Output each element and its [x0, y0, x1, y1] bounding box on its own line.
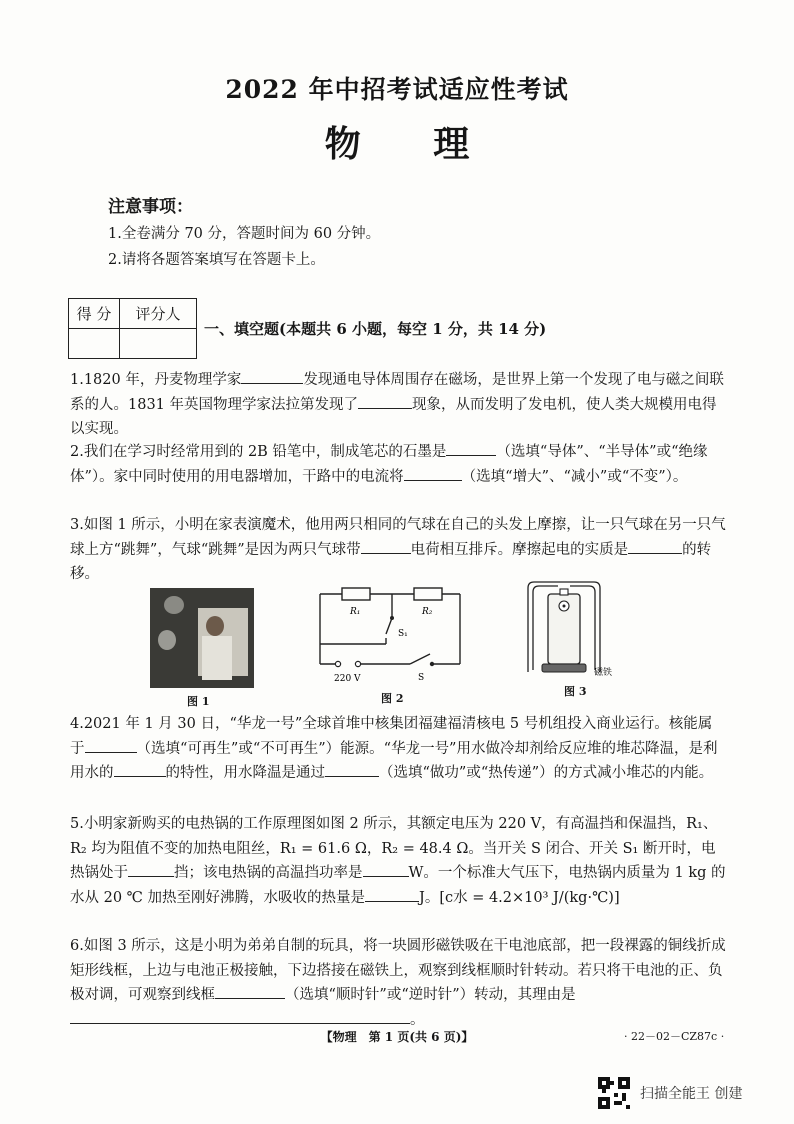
exam-title: 2022 年中招考试适应性考试 — [225, 75, 569, 104]
answer-blank — [128, 862, 174, 877]
score-header: 得 分 — [69, 299, 120, 329]
answer-blank — [365, 887, 419, 902]
resistor-r1-icon — [342, 588, 370, 600]
qr-code-icon — [598, 1077, 630, 1109]
answer-blank — [628, 539, 682, 554]
grader-cell — [120, 329, 197, 359]
magnet-icon — [542, 664, 586, 672]
person-head — [206, 616, 224, 636]
score-table — [68, 298, 197, 359]
answer-blank — [85, 738, 137, 753]
label-s: S — [418, 673, 425, 683]
figure-3-caption: 图 3 — [564, 685, 587, 698]
question-2: 2.我们在学习时经常用到的 2B 铅笔中，制成笔芯的石墨是 （选填“导体”、“半导体”或“绝缘体”）。家中同时使用的用电器增加，干路中的电流将 （选填“增大”、“减小”或“不变”）。 — [70, 440, 726, 489]
answer-blank — [404, 466, 462, 481]
label-r1: R₁ — [350, 607, 361, 617]
balloon-icon — [158, 630, 176, 650]
label-magnet: 磁铁 — [594, 668, 613, 678]
switch-s-icon — [410, 654, 430, 664]
answer-blank — [363, 862, 409, 877]
note-item: 2.请将各题答案填写在答题卡上。 — [108, 252, 325, 268]
answer-blank — [215, 984, 285, 999]
answer-blank — [241, 369, 303, 384]
note-item: 1.全卷满分 70 分，答题时间为 60 分钟。 — [108, 226, 381, 242]
paper-code: · 22－02－CZ87c · — [624, 1030, 725, 1043]
page-footer: 【物理 第 1 页(共 6 页)】 — [320, 1030, 474, 1044]
figure-2-circuit — [314, 584, 474, 684]
figure-1-photo — [150, 588, 254, 688]
question-4: 4.2021 年 1 月 30 日，“华龙一号”全球首堆中核集团福建福清核电 5 号机组投入商业运行。核能属于 （选填“可再生”或“不可再生”）能源。“华龙一号”用水做冷却剂给反应堆的堆芯降温，是利用水的 的特性，用水降温是通过 （选填“做功”或“热传递”）的方式减小堆芯的内能。 — [70, 716, 718, 781]
answer-blank — [114, 762, 166, 777]
answer-blank — [446, 441, 496, 456]
answer-blank — [361, 539, 411, 554]
answer-blank — [70, 1009, 410, 1024]
score-cell — [69, 329, 120, 359]
label-r2: R₂ — [422, 607, 433, 617]
grader-header: 评分人 — [120, 299, 197, 329]
question-6: 6.如图 3 所示，这是小明为弟弟自制的玩具，将一块圆形磁铁吸在干电池底部，把一段裸露的铜线折成矩形线框，上边与电池正极接触，下边搭接在磁铁上，观察到线框顺时针转动。若只将干电池的正、负极对调，可观察到线框 （选填“顺时针”或“逆时针”）转动，其理由是。 — [70, 938, 726, 1028]
figure-1-caption: 图 1 — [187, 695, 210, 708]
label-voltage: 220 V — [334, 674, 361, 684]
figure-2-caption: 图 2 — [381, 692, 404, 705]
section-heading: 一、填空题(本题共 6 小题，每空 1 分，共 14 分) — [204, 320, 547, 338]
answer-blank — [325, 762, 379, 777]
question-1: 1.1820 年，丹麦物理学家 发现通电导体周围存在磁场，是世界上第一个发现了电与磁之间联系的人。1831 年英国物理学家法拉第发现了 现象，从而发明了发电机，使人类大规模用电得以实现。 — [70, 368, 726, 442]
switch-s1-icon — [386, 618, 392, 634]
subject-title: 物 理 — [324, 123, 470, 165]
question-5: 5.小明家新购买的电热锅的工作原理图如图 2 所示，其额定电压为 220 V，有高温挡和保温挡，R₁、R₂ 均为阻值不变的加热电阻丝，R₁ = 61.6 Ω，R₂ = 48.4 Ω。当开关 S 闭合、开关 S₁ 断开时，电热锅处于 挡；该电热锅的高温挡功率是 W。一个标准大气压下，电热锅内质量为 1 kg 的水从 20 ℃ 加热至刚好沸腾，水吸收的热量是 J。[c水 = 4.2×10³ J/(kg·℃)] — [70, 816, 726, 906]
balloon-icon — [164, 596, 184, 614]
resistor-r2-icon — [414, 588, 442, 600]
label-s1: S₁ — [398, 629, 408, 639]
notes-heading: 注意事项： — [108, 197, 193, 217]
answer-blank — [358, 394, 412, 409]
question-3: 3.如图 1 所示，小明在家表演魔术，他用两只相同的气球在自己的头发上摩擦，让一只气球在另一只气球上方“跳舞”，气球“跳舞”是因为两只气球带 电荷相互排斥。摩擦起电的实质是 的转移。 — [70, 517, 726, 582]
figure-3-toy — [518, 578, 628, 682]
person-body — [202, 636, 232, 680]
scanner-watermark: 扫描全能王 创建 — [640, 1086, 743, 1102]
